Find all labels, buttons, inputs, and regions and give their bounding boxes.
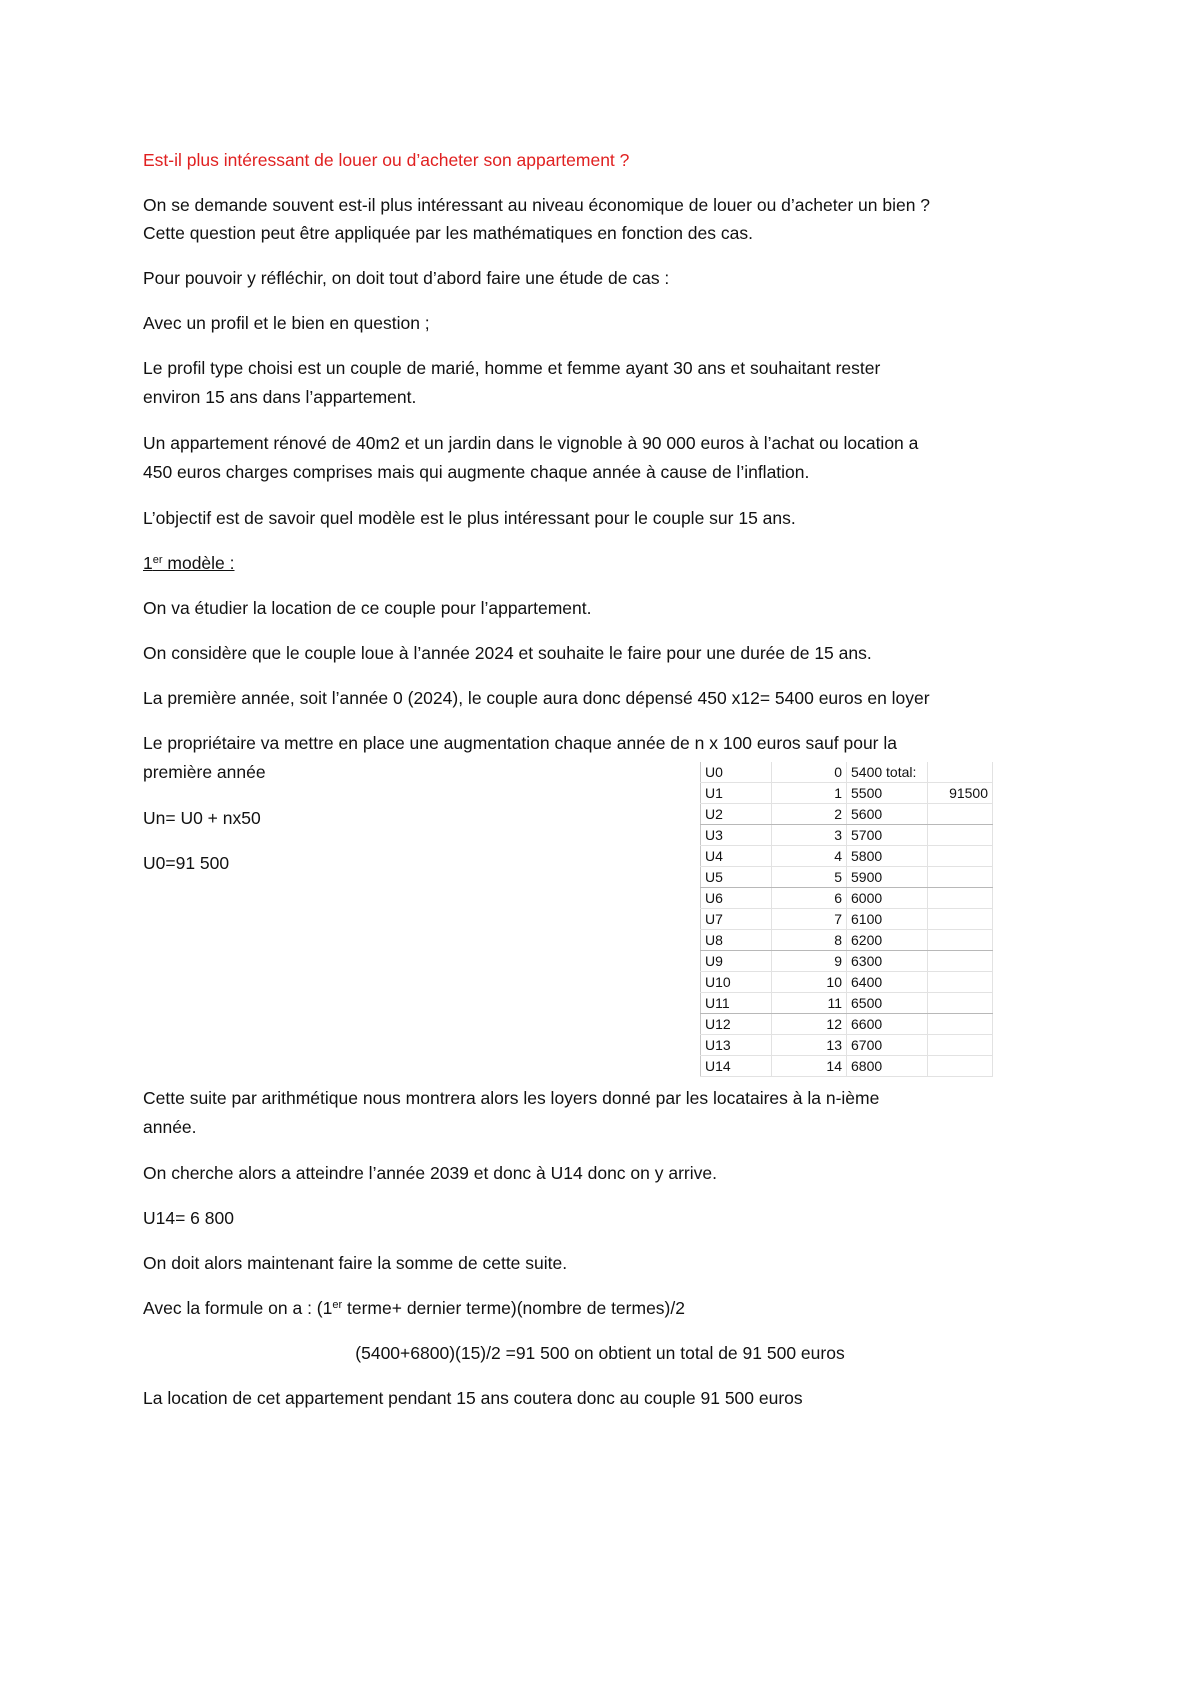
table-row bbox=[701, 972, 993, 993]
table-row bbox=[701, 993, 993, 1014]
row-index: 5 bbox=[772, 867, 847, 888]
formula-un: Un= U0 + nx50 bbox=[143, 808, 261, 828]
empty-cell bbox=[928, 909, 993, 930]
spreadsheet-table bbox=[700, 762, 993, 1077]
row-label: U9 bbox=[701, 951, 772, 972]
row-index: 9 bbox=[772, 951, 847, 972]
reflect-paragraph: Pour pouvoir y réfléchir, on doit tout d’abord faire une étude de cas : bbox=[143, 268, 670, 288]
empty-cell bbox=[928, 993, 993, 1014]
table-row bbox=[701, 783, 993, 804]
model-heading-num: 1 bbox=[143, 553, 153, 573]
formula-paragraph bbox=[143, 1293, 685, 1323]
suite-line-2: année. bbox=[143, 1117, 197, 1137]
row-label: U0 bbox=[701, 762, 772, 783]
consider-paragraph: On considère que le couple loue à l’année 2024 et souhaite le faire pour une durée de 15 ans. bbox=[143, 643, 872, 663]
document-title: Est-il plus intéressant de louer ou d’acheter son appartement ? bbox=[143, 150, 630, 170]
owner-line-2: première année bbox=[143, 762, 266, 782]
total-value: 91500 bbox=[928, 783, 993, 804]
intro-line-1: On se demande souvent est-il plus intéressant au niveau économique de louer ou d’acheter un bien ? bbox=[143, 195, 931, 215]
model-heading bbox=[143, 548, 235, 578]
empty-cell bbox=[928, 825, 993, 846]
row-label: U12 bbox=[701, 1014, 772, 1035]
table-row bbox=[701, 1035, 993, 1056]
row-label: U2 bbox=[701, 804, 772, 825]
row-index: 14 bbox=[772, 1056, 847, 1077]
row-label: U5 bbox=[701, 867, 772, 888]
study-paragraph: On va étudier la location de ce couple pour l’appartement. bbox=[143, 598, 592, 618]
empty-cell bbox=[928, 762, 993, 783]
empty-cell bbox=[928, 972, 993, 993]
row-value: 5700 bbox=[847, 825, 928, 846]
row-value: 5900 bbox=[847, 867, 928, 888]
row-label: U14 bbox=[701, 1056, 772, 1077]
table-row bbox=[701, 1056, 993, 1077]
goal-paragraph: L’objectif est de savoir quel modèle est le plus intéressant pour le couple sur 15 ans. bbox=[143, 508, 796, 528]
row-label: U11 bbox=[701, 993, 772, 1014]
row-index: 13 bbox=[772, 1035, 847, 1056]
table-row bbox=[701, 930, 993, 951]
row-label: U4 bbox=[701, 846, 772, 867]
row-value: 5600 bbox=[847, 804, 928, 825]
apartment-line-1: Un appartement rénové de 40m2 et un jardin dans le vignoble à 90 000 euros à l’achat ou location a bbox=[143, 433, 919, 453]
profile-paragraph: Avec un profil et le bien en question ; bbox=[143, 313, 430, 333]
row-label: U13 bbox=[701, 1035, 772, 1056]
suite-line-1: Cette suite par arithmétique nous montrera alors les loyers donné par les locataires à la n-ième bbox=[143, 1088, 880, 1108]
empty-cell bbox=[928, 930, 993, 951]
formula-pre: Avec la formule on a : (1 bbox=[143, 1298, 333, 1318]
empty-cell bbox=[928, 1056, 993, 1077]
row-value bbox=[847, 762, 928, 783]
empty-cell bbox=[928, 1014, 993, 1035]
row-label: U6 bbox=[701, 888, 772, 909]
row-label: U8 bbox=[701, 930, 772, 951]
profile-type-line-1: Le profil type choisi est un couple de marié, homme et femme ayant 30 ans et souhaitant rester bbox=[143, 358, 881, 378]
row-index: 6 bbox=[772, 888, 847, 909]
row-value: 5800 bbox=[847, 846, 928, 867]
row-index: 11 bbox=[772, 993, 847, 1014]
row-value: 5500 bbox=[847, 783, 928, 804]
table-row bbox=[701, 1014, 993, 1035]
row-index: 0 bbox=[772, 762, 847, 783]
table-row bbox=[701, 909, 993, 930]
row-value: 6400 bbox=[847, 972, 928, 993]
empty-cell bbox=[928, 867, 993, 888]
model-heading-sup: er bbox=[152, 554, 163, 566]
table-row bbox=[701, 825, 993, 846]
row-label: U10 bbox=[701, 972, 772, 993]
table-row bbox=[701, 762, 993, 783]
row-index: 1 bbox=[772, 783, 847, 804]
table-row bbox=[701, 867, 993, 888]
empty-cell bbox=[928, 846, 993, 867]
row-index: 10 bbox=[772, 972, 847, 993]
row-index: 3 bbox=[772, 825, 847, 846]
owner-line-1: Le propriétaire va mettre en place une augmentation chaque année de n x 100 euros sauf pour la bbox=[143, 733, 897, 753]
table-row bbox=[701, 804, 993, 825]
total-label: total: bbox=[886, 764, 917, 780]
calculation-line: (5400+6800)(15)/2 =91 500 on obtient un total de 91 500 euros bbox=[355, 1343, 845, 1363]
table-row bbox=[701, 846, 993, 867]
empty-cell bbox=[928, 951, 993, 972]
row-value-text: 5400 bbox=[851, 764, 883, 780]
formula-sup: er bbox=[332, 1299, 343, 1311]
row-value: 6500 bbox=[847, 993, 928, 1014]
intro-line-2: Cette question peut être appliquée par les mathématiques en fonction des cas. bbox=[143, 223, 753, 243]
model-heading-rest: modèle : bbox=[162, 553, 235, 573]
row-index: 7 bbox=[772, 909, 847, 930]
row-value: 6000 bbox=[847, 888, 928, 909]
conclusion-paragraph: La location de cet appartement pendant 15 ans coutera donc au couple 91 500 euros bbox=[143, 1388, 803, 1408]
row-index: 2 bbox=[772, 804, 847, 825]
row-value: 6700 bbox=[847, 1035, 928, 1056]
row-index: 4 bbox=[772, 846, 847, 867]
row-value: 6200 bbox=[847, 930, 928, 951]
table-row bbox=[701, 888, 993, 909]
sum-paragraph: On doit alors maintenant faire la somme de cette suite. bbox=[143, 1253, 568, 1273]
formula-u14: U14= 6 800 bbox=[143, 1208, 234, 1228]
row-value: 6800 bbox=[847, 1056, 928, 1077]
row-value: 6300 bbox=[847, 951, 928, 972]
reach-paragraph: On cherche alors a atteindre l’année 2039 et donc à U14 donc on y arrive. bbox=[143, 1163, 717, 1183]
formula-post: terme+ dernier terme)(nombre de termes)/2 bbox=[342, 1298, 685, 1318]
table-row bbox=[701, 951, 993, 972]
row-value: 6100 bbox=[847, 909, 928, 930]
empty-cell bbox=[928, 888, 993, 909]
row-label: U7 bbox=[701, 909, 772, 930]
row-label: U3 bbox=[701, 825, 772, 846]
row-index: 8 bbox=[772, 930, 847, 951]
first-year-paragraph: La première année, soit l’année 0 (2024), le couple aura donc dépensé 450 x12= 5400 euros en loyer bbox=[143, 688, 930, 708]
row-value: 6600 bbox=[847, 1014, 928, 1035]
row-index: 12 bbox=[772, 1014, 847, 1035]
row-label: U1 bbox=[701, 783, 772, 804]
formula-u0: U0=91 500 bbox=[143, 853, 230, 873]
apartment-line-2: 450 euros charges comprises mais qui augmente chaque année à cause de l’inflation. bbox=[143, 462, 810, 482]
profile-type-line-2: environ 15 ans dans l’appartement. bbox=[143, 387, 417, 407]
empty-cell bbox=[928, 1035, 993, 1056]
empty-cell bbox=[928, 804, 993, 825]
